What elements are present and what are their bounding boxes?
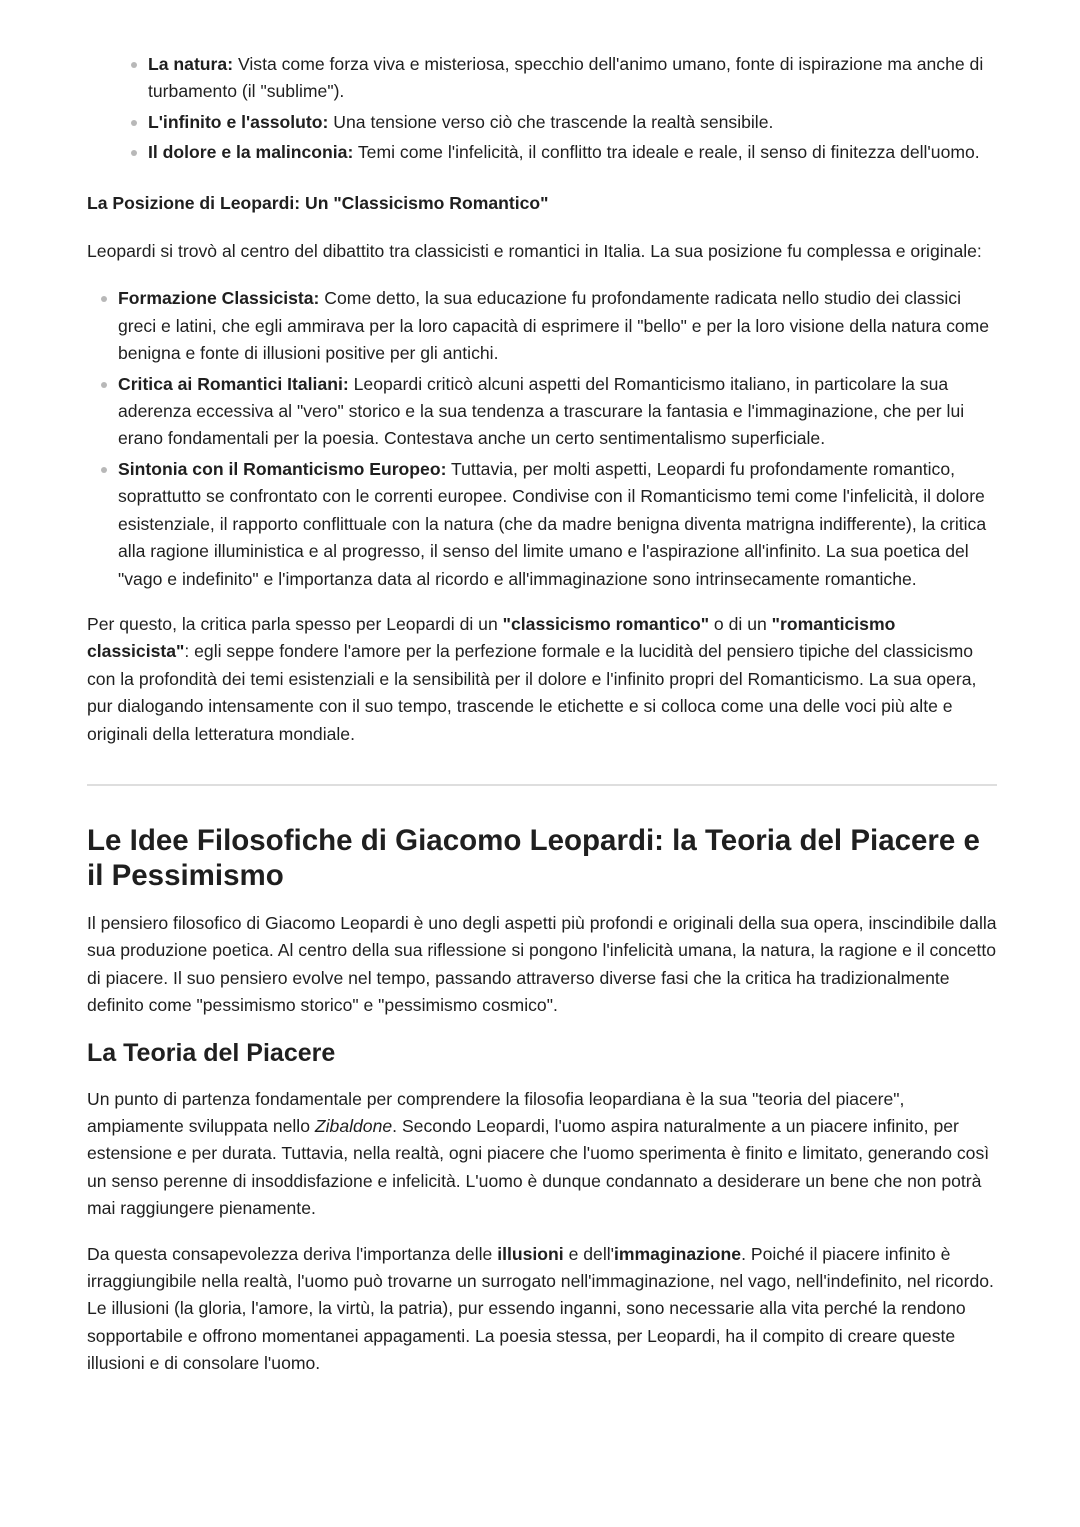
section-divider [87,784,997,786]
position-list [118,285,997,592]
list-item: La natura: Vista come forza viva e misteriosa, specchio dell'animo umano, fonte di ispirazione ma anche di turbamento (il "sublime"). [148,51,997,106]
list-item: Critica ai Romantici Italiani: Leopardi criticò alcuni aspetti del Romanticismo italiano, in particolare la sua aderenza eccessiva al "vero" storico e la sua tendenza a trascurare la fantasia e l'immaginazione, che per lui erano fondamentali per la poesia. Contestava anche un certo sentimentalismo superficiale. [118,371,997,453]
piacere-paragraph: Un punto di partenza fondamentale per comprendere la filosofia leopardiana è la sua "teoria del piacere", ampiamente sviluppata nello Zibaldone. Secondo Leopardi, l'uomo aspira naturalmente a un piacere infinito, per estensione e per durata. Tuttavia, nella realtà, ogni piacere che l'uomo sperimenta è finito e limitato, generando così un senso perenne di insoddisfazione e infelicità. L'uomo è dunque condannato a desiderare un bene che non potrà mai raggiungere pienamente. [87,1088,990,1219]
position-title: La Posizione di Leopardi: Un "Classicismo Romantico" [87,192,549,213]
romantic-themes-list [148,51,997,167]
section-intro: Il pensiero filosofico di Giacomo Leopardi è uno degli aspetti più profondi e originali della sua opera, inscindibile dalla sua produzione poetica. Al centro della sua riflessione si pongono l'infelicità umana, la natura, la ragione e il concetto di piacere. Il suo pensiero evolve nel tempo, passando attraverso diverse fasi che la critica ha tradizionalmente definito come "pessimismo storico" e "pessimismo cosmico". [87,912,997,1016]
section-heading: Le Idee Filosofiche di Giacomo Leopardi: la Teoria del Piacere e il Pessimismo [87,823,980,892]
list-item: Il dolore e la malinconia: Temi come l'infelicità, il conflitto tra ideale e reale, il senso di finitezza dell'uomo. [148,139,997,166]
illusioni-paragraph: Da questa consapevolezza deriva l'importanza delle illusioni e dell'immaginazione. Poiché il piacere infinito è irraggiungibile nella realtà, l'uomo può trovarne un surrogato nell'immaginazione, nel vago, nell'indefinito, nel ricordo. Le illusioni (la gloria, l'amore, la virtù, la patria), pur essendo inganni, sono necessarie alla vita perché la rendono sopportabile e offrono momentanei appagamenti. La poesia stessa, per Leopardi, ha il compito di creare queste illusioni e di consolare l'uomo. [87,1243,994,1374]
list-item: L'infinito e l'assoluto: Una tensione verso ciò che trascende la realtà sensibile. [148,109,997,136]
conclusion-paragraph: Per questo, la critica parla spesso per Leopardi di un "classicismo romantico" o di un "romanticismo classicista": egli seppe fondere l'amore per la perfezione formale e la lucidità del pensiero tipiche del classicismo con la profondità dei temi esistenziali e la sensibilità per il dolore e l'infinito propri del Romanticismo. La sua opera, pur dialogando intensamente con il suo tempo, trascende le etichette e si colloca come una delle voci più alte e originali della letteratura mondiale. [87,613,977,744]
list-item: Formazione Classicista: Come detto, la sua educazione fu profondamente radicata nello studio dei classici greci e latini, che egli ammirava per la loro capacità di esprimere il "bello" e per la loro visione della natura come benigna e fonte di illusioni positive per gli antichi. [118,285,997,367]
subsection-heading: La Teoria del Piacere [87,1038,336,1067]
list-item: Sintonia con il Romanticismo Europeo: Tuttavia, per molti aspetti, Leopardi fu profondamente romantico, soprattutto se confrontato con le correnti europee. Condivise con il Romanticismo temi come l'infelicità, il dolore esistenziale, il rapporto conflittuale con la natura (che da madre benigna diventa matrigna indifferente), la critica alla ragione illuministica e al progresso, il senso del limite umano e l'aspirazione all'infinito. La sua poetica del "vago e indefinito" e l'importanza data al ricordo e all'immaginazione sono intrinsecamente romantiche. [118,456,997,593]
position-intro: Leopardi si trovò al centro del dibattito tra classicisti e romantici in Italia. La sua posizione fu complessa e originale: [87,241,982,262]
document-page [87,51,997,1378]
